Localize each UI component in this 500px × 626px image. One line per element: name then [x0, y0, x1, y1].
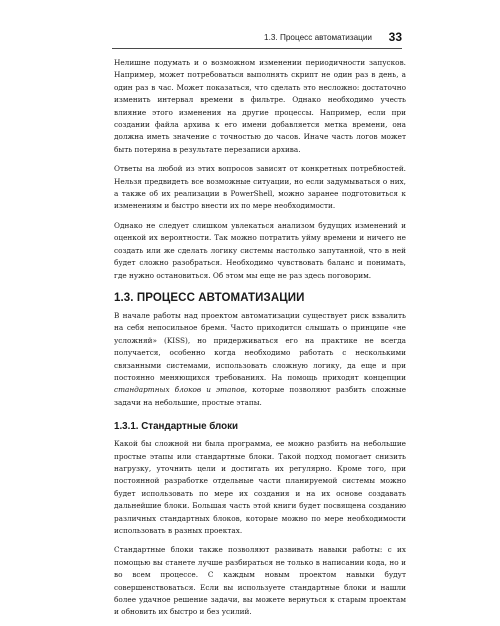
intro-text-start: В начале работы над проектом автоматизации существует риск взвалить на себя непосильное бремя. Часто приходится слышать о принципе «не усложняй» (KISS), но придерживаться его на практике не всегда получается, особенно когда необходимо работать с несколькими связанными системами, использовать сложную логику, да еще и при постоянно меняющихся требованиях. На помощь приходят концепции	[114, 310, 406, 382]
running-header	[112, 30, 402, 49]
running-title: 1.3. Процесс автоматизации	[264, 33, 372, 42]
body-text	[114, 57, 406, 626]
section-heading: 1.3. ПРОЦЕСС АВТОМАТИЗАЦИИ	[114, 291, 305, 304]
paragraph-skills: Стандартные блоки также позволяют развивать навыки работы: с их помощью вы станете лучше разбираться не только в написании кода, но и во всем процессе. С каждым новым проектом навыки будут совершенствоваться. Если вы используете стандартные блоки и нашли более удачное решение задачи, вы можете вернуться к старым проектам и обновить их быстро и без усилий.	[114, 545, 406, 617]
intro-text-end: , которые позволяют разбить сложные задачи на небольшие, простые этапы.	[114, 385, 407, 407]
subsection-heading: 1.3.1. Стандартные блоки	[114, 421, 239, 433]
paragraph-answers: Ответы на любой из этих вопросов зависят от конкретных потребностей. Нельзя предвидеть все возможные ситуации, но если задумываться о них, а также об их реализации в PowerShell, можно заранее подготовиться к изменениям и быстро внести их по мере необходимости.	[114, 164, 406, 211]
page-number: 33	[388, 30, 402, 44]
paragraph-balance: Однако не следует слишком увлекаться анализом будущих изменений и оценкой их вероятности. Так можно потратить уйму времени и ничего не создать или же сделать логику системы настолько запутанной, что в ней будет сложно разобраться. Необходимо чувствовать баланс и понимать, где нужно остановиться. Об этом мы еще не раз здесь поговорим.	[114, 220, 406, 280]
intro-emphasis: стандартных блоков и этапов	[114, 385, 245, 395]
paragraph-automation-intro	[114, 310, 406, 409]
paragraph-periodicity: Нелишне подумать и о возможном изменении периодичности запусков. Например, может потребоваться выполнять скрипт не один раз в день, а один раз в час. Может показаться, что сделать это несложно: достаточно изменить интервал времени в фильтре. Однако необходимо учесть влияние этого изменения на другие процессы. Например, если при создании файла архива к его имени добавляется метка времени, она должна иметь значение с точностью до часов. Иначе часть логов может быть потеряна в результате перезаписи архива.	[114, 58, 406, 154]
paragraph-building-blocks: Какой бы сложной ни была программа, ее можно разбить на небольшие простые этапы или стандартные блоки. Такой подход помогает снизить нагрузку, уточнить цели и достигать их регулярно. Кроме того, при постоянной разработке отдельные части планируемой системы можно будет использовать по мере их создания и на их основе создавать дальнейшие блоки. Большая часть этой книги будет посвящена созданию различных стандартных блоков, которые можно по мере необходимости использовать в разных проектах.	[114, 439, 406, 535]
